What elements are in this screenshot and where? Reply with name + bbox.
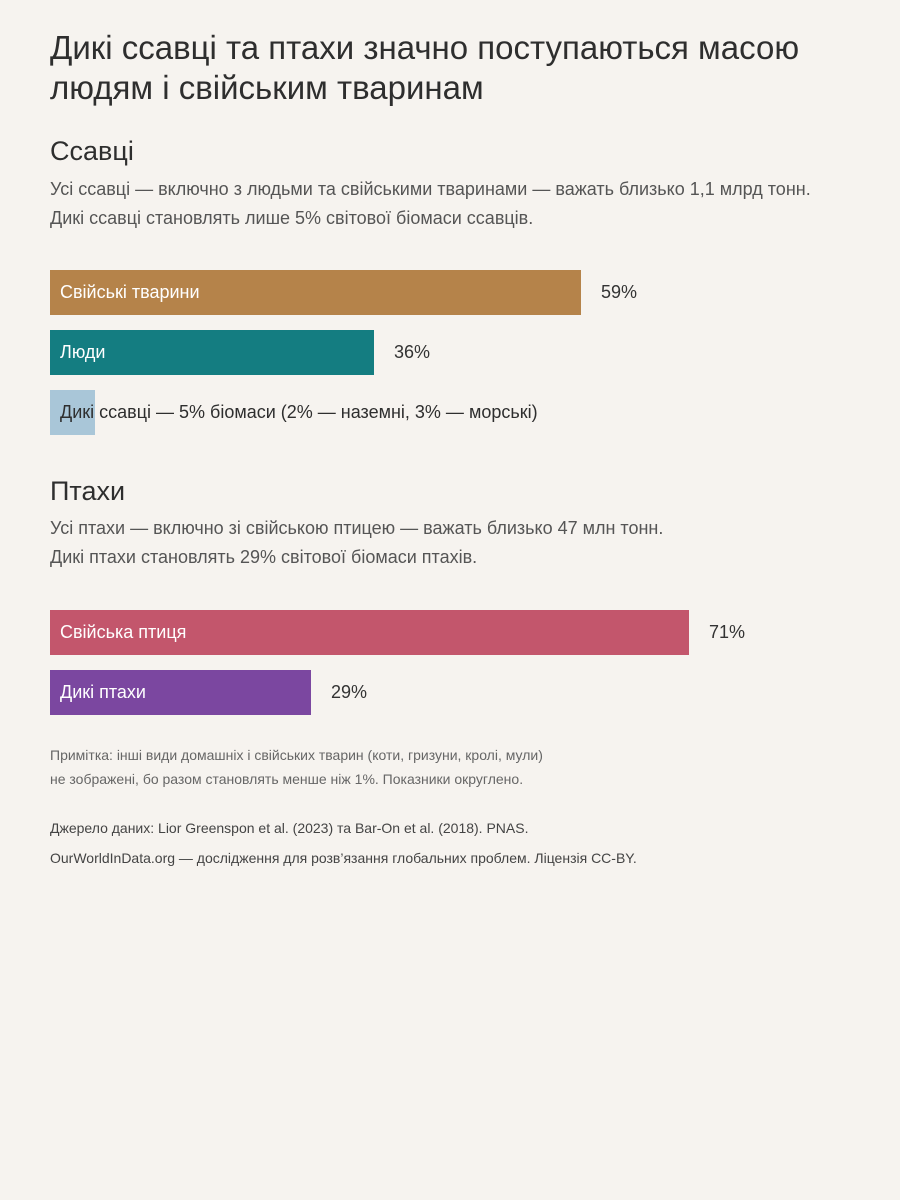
- bar-row: [50, 390, 870, 435]
- bar-value-label: 71%: [709, 622, 746, 642]
- bar-row: [50, 270, 870, 315]
- bar-row: [50, 330, 870, 375]
- mammals-description: [50, 175, 900, 233]
- bar-label: Дикі ссавці — 5% біомаси (2% — наземні, 3% — морські): [60, 402, 538, 422]
- bar-label: Дикі птахи: [60, 682, 146, 702]
- note-line: не зображені, бо разом становлять менше ніж 1%. Показники округлено.: [50, 771, 524, 787]
- birds-description-line: Усі птахи — включно зі свійською птицею — важать близько 47 млн тонн.: [50, 518, 664, 538]
- chart-note: [50, 743, 543, 791]
- mammals-bar-chart: [50, 270, 870, 435]
- mammals-description-line: Усі ссавці — включно з людьми та свійськими тваринами — важать близько 1,1 млрд тонн.: [50, 179, 811, 199]
- bar-value-label: 36%: [394, 342, 431, 362]
- birds-heading: Птахи: [50, 476, 126, 506]
- note-line: Примітка: інші види домашніх і свійських тварин (коти, гризуни, кролі, мули): [50, 747, 543, 763]
- bar-value-label: 59%: [601, 282, 638, 302]
- birds-bar-chart: [50, 610, 870, 715]
- bar-row: [50, 670, 870, 715]
- birds-description: [50, 514, 900, 572]
- mammals-heading: Ссавці: [50, 136, 134, 166]
- page-title: Дикі ссавці та птахи значно поступаються масою людям і свійським тваринам: [50, 29, 800, 106]
- bar-label: Свійські тварини: [60, 282, 200, 302]
- source-line: OurWorldInData.org — дослідження для розв’язання глобальних проблем. Ліцензія CC-BY.: [50, 850, 637, 866]
- birds-description-line: Дикі птахи становлять 29% світової біомаси птахів.: [50, 547, 478, 567]
- bar-row: [50, 610, 870, 655]
- bar-label: Люди: [60, 342, 106, 362]
- chart-source: [50, 813, 637, 873]
- mammals-description-line: Дикі ссавці становлять лише 5% світової біомаси ссавців.: [50, 208, 534, 228]
- source-line: Джерело даних: Lior Greenspon et al. (2023) та Bar-On et al. (2018). PNAS.: [50, 820, 529, 836]
- bar-value-label: 29%: [331, 682, 368, 702]
- bar-label: Свійська птиця: [60, 622, 187, 642]
